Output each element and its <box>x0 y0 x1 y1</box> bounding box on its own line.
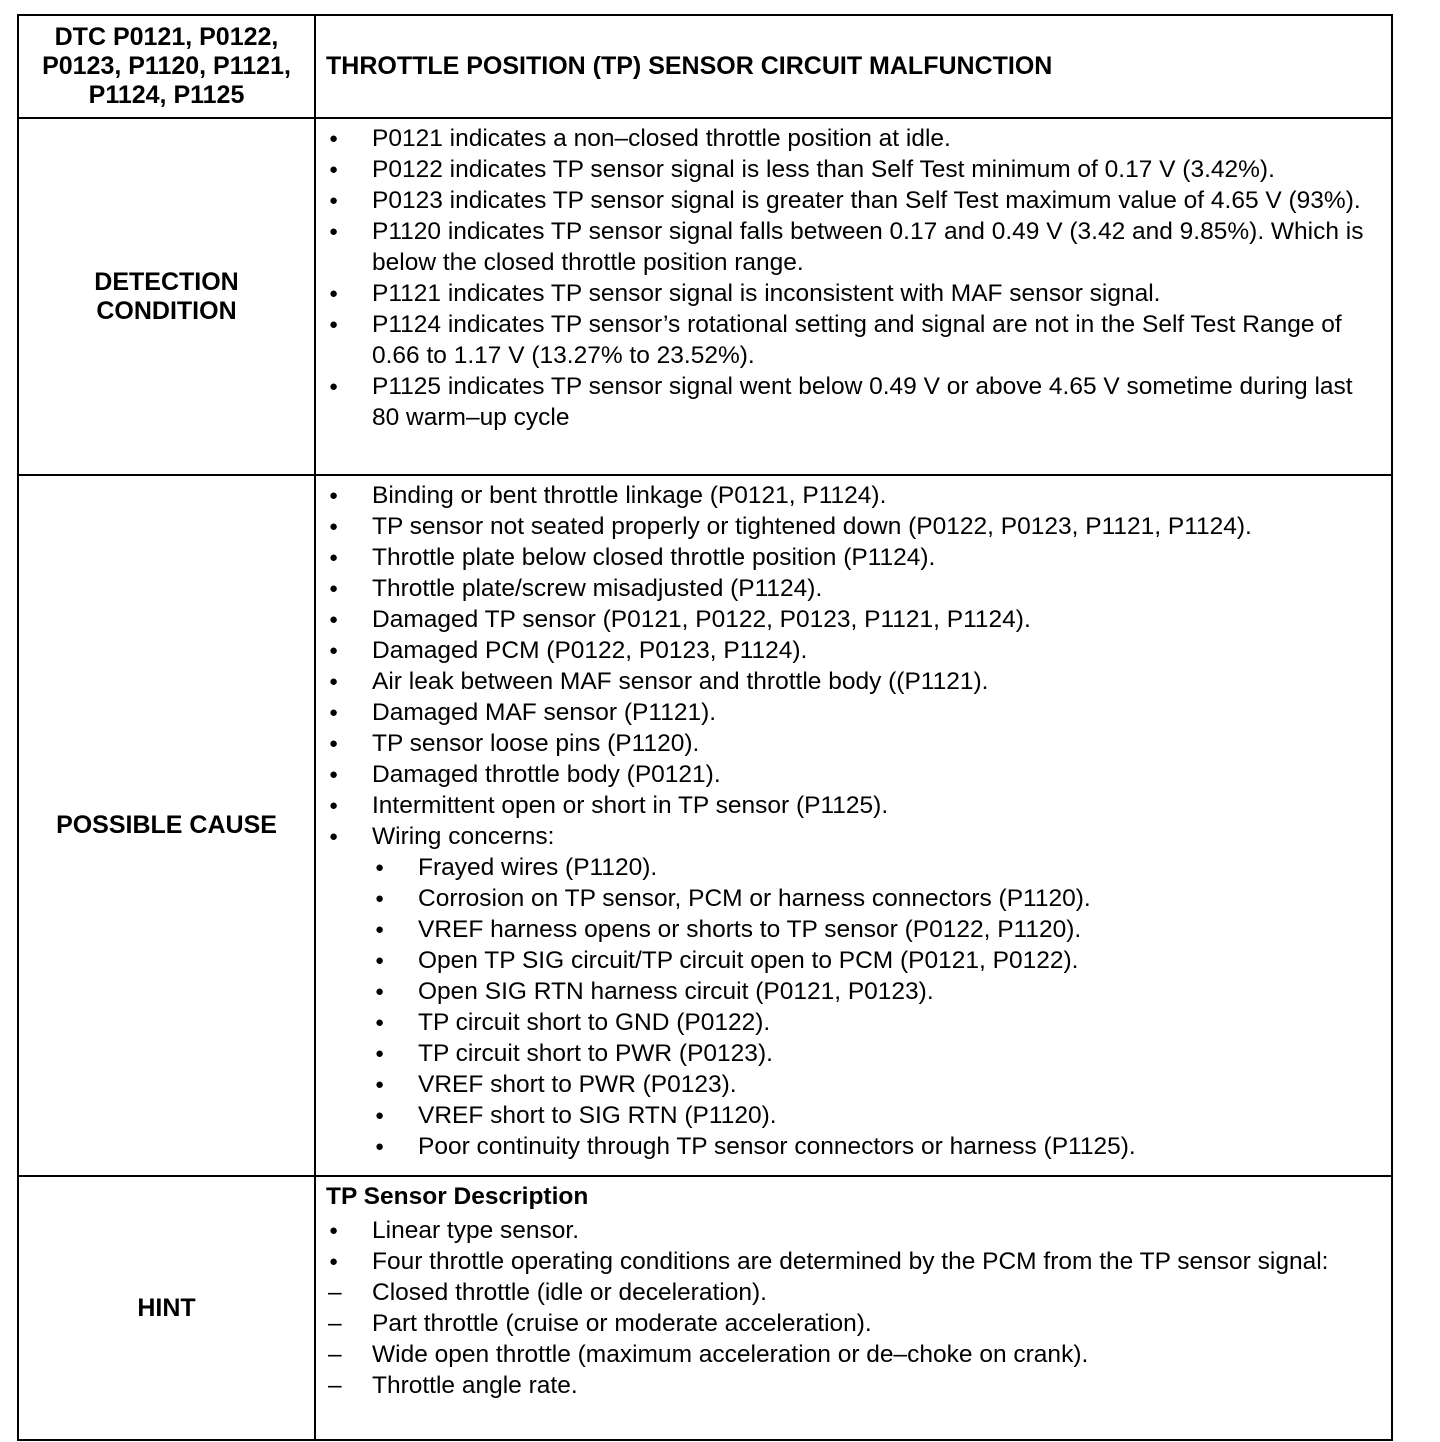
list-item: ● P1125 indicates TP sensor signal went below 0.49 V or above 4.65 V sometime during last 80 warm–up cycle <box>326 371 1381 433</box>
list-item: ● Poor continuity through TP sensor connectors or harness (P1125). <box>372 1131 1381 1162</box>
list-item: ● VREF harness opens or shorts to TP sensor (P0122, P1120). <box>372 914 1381 945</box>
detection-row <box>18 118 1392 475</box>
list-item: ● VREF short to PWR (P0123). <box>372 1069 1381 1100</box>
possible-cause-row <box>18 475 1392 1176</box>
list-item: ● Air leak between MAF sensor and throttle body ((P1121). <box>326 666 1381 697</box>
list-item: ● Damaged TP sensor (P0121, P0122, P0123, P1121, P1124). <box>326 604 1381 635</box>
list-item: ● TP circuit short to GND (P0122). <box>372 1007 1381 1038</box>
list-item: ● P1121 indicates TP sensor signal is inconsistent with MAF sensor signal. <box>326 278 1381 309</box>
list-item: ● Linear type sensor. <box>326 1215 1381 1246</box>
list-item: ● Four throttle operating conditions are determined by the PCM from the TP sensor signal: <box>326 1246 1381 1277</box>
list-item: ● P1124 indicates TP sensor’s rotational setting and signal are not in the Self Test Range of 0.66 to 1.17 V (13.27% to 23.52%). <box>326 309 1381 371</box>
list-item: ● P0122 indicates TP sensor signal is less than Self Test minimum of 0.17 V (3.42%). <box>326 154 1381 185</box>
list-item: ● P0121 indicates a non–closed throttle position at idle. <box>326 123 1381 154</box>
possible-cause-label-cell <box>18 475 315 1176</box>
dtc-code-cell <box>18 15 315 118</box>
list-item: ● Throttle plate below closed throttle position (P1124). <box>326 542 1381 573</box>
list-item: ● TP sensor not seated properly or tightened down (P0122, P0123, P1121, P1124). <box>326 511 1381 542</box>
detection-list <box>326 123 1381 433</box>
possible-cause-content <box>315 475 1392 1176</box>
title-cell <box>315 15 1392 118</box>
detection-label-cell <box>18 118 315 475</box>
list-item: ● Damaged throttle body (P0121). <box>326 759 1381 790</box>
list-item: ● Damaged PCM (P0122, P0123, P1124). <box>326 635 1381 666</box>
hint-content <box>315 1176 1392 1440</box>
list-item: ● Open SIG RTN harness circuit (P0121, P0123). <box>372 976 1381 1007</box>
list-item: ● Binding or bent throttle linkage (P0121, P1124). <box>326 480 1381 511</box>
list-item: ● Throttle plate/screw misadjusted (P1124). <box>326 573 1381 604</box>
detection-label-line2: CONDITION <box>96 296 237 325</box>
list-item: ● P1120 indicates TP sensor signal falls between 0.17 and 0.49 V (3.42 and 9.85%). Which is below the closed throttle position range. <box>326 216 1381 278</box>
hint-heading: TP Sensor Description <box>326 1183 589 1210</box>
dtc-code-label: DTC P0121, P0122, P0123, P1120, P1121, P1124, P1125 <box>42 23 291 109</box>
list-item: – Throttle angle rate. <box>326 1370 1381 1401</box>
list-item: ● VREF short to SIG RTN (P1120). <box>372 1100 1381 1131</box>
detection-label-line1: DETECTION <box>94 267 239 296</box>
hint-label-cell <box>18 1176 315 1440</box>
wiring-concerns-list <box>372 852 1381 1162</box>
hint-label: HINT <box>137 1293 196 1322</box>
possible-cause-list <box>326 480 1381 1162</box>
page-title: THROTTLE POSITION (TP) SENSOR CIRCUIT MALFUNCTION <box>326 52 1053 80</box>
dtc-table <box>17 14 1393 1441</box>
list-item: ● TP circuit short to PWR (P0123). <box>372 1038 1381 1069</box>
list-item: ● Open TP SIG circuit/TP circuit open to PCM (P0121, P0122). <box>372 945 1381 976</box>
wiring-concerns-item <box>326 821 1381 1162</box>
hint-row <box>18 1176 1392 1440</box>
list-item: ● Frayed wires (P1120). <box>372 852 1381 883</box>
list-item: ● TP sensor loose pins (P1120). <box>326 728 1381 759</box>
list-item: ● Corrosion on TP sensor, PCM or harness connectors (P1120). <box>372 883 1381 914</box>
wiring-concerns-label: Wiring concerns: <box>372 823 555 850</box>
list-item: – Closed throttle (idle or deceleration). <box>326 1277 1381 1308</box>
throttle-conditions-list <box>326 1277 1381 1401</box>
list-item: ● Intermittent open or short in TP sensor (P1125). <box>326 790 1381 821</box>
possible-cause-label: POSSIBLE CAUSE <box>56 811 277 839</box>
list-item: ● P0123 indicates TP sensor signal is greater than Self Test maximum value of 4.65 V (93%). <box>326 185 1381 216</box>
list-item: – Part throttle (cruise or moderate acceleration). <box>326 1308 1381 1339</box>
hint-list <box>326 1215 1381 1277</box>
list-item: – Wide open throttle (maximum acceleration or de–choke on crank). <box>326 1339 1381 1370</box>
header-row <box>18 15 1392 118</box>
detection-content <box>315 118 1392 475</box>
list-item: ● Damaged MAF sensor (P1121). <box>326 697 1381 728</box>
